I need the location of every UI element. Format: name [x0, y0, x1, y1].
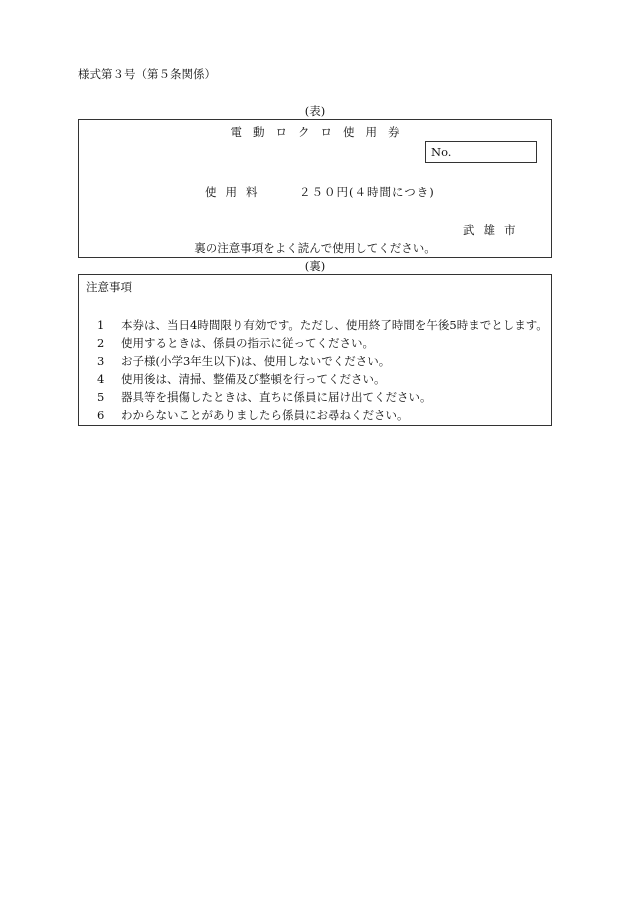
serial-number-box [425, 141, 537, 163]
ticket-back [78, 274, 552, 426]
note-item [97, 388, 548, 406]
serial-number-label: No. [431, 145, 452, 159]
note-text: 器具等を損傷したときは、直ちに係員に届け出てください。 [121, 390, 432, 404]
note-text: 本券は、当日4時間限り有効です。ただし、使用終了時間を午後5時までとします。 [121, 318, 548, 332]
note-item [97, 352, 548, 370]
note-item [97, 406, 548, 424]
note-number: 3 [97, 354, 105, 368]
notes-heading: 注意事項 [86, 280, 132, 294]
note-text: お子様(小学3年生以下)は、使用しないでください。 [121, 354, 391, 368]
ticket-title: 電動ロクロ使用券 [230, 125, 411, 139]
note-item [97, 316, 548, 334]
note-number: 1 [97, 318, 105, 332]
fee-value: ２５０円(４時間につき) [299, 185, 435, 199]
note-text: 使用後は、清掃、整備及び整頓を行ってください。 [121, 372, 386, 386]
note-number: 4 [97, 372, 105, 386]
note-text: 使用するときは、係員の指示に従ってください。 [121, 336, 374, 350]
issuer-name: 武雄市 [463, 223, 525, 237]
front-note: 裏の注意事項をよく読んで使用してください。 [194, 241, 436, 255]
note-text: わからないことがありましたら係員にお尋ねください。 [121, 408, 409, 422]
notes-list [97, 316, 548, 424]
front-side-label: (表) [304, 104, 326, 118]
note-number: 2 [97, 336, 105, 350]
note-item [97, 334, 548, 352]
note-number: 6 [97, 408, 105, 422]
note-item [97, 370, 548, 388]
form-number: 様式第３号（第５条関係） [78, 67, 216, 81]
fee-label: 使用料 [205, 185, 267, 199]
ticket-front [78, 119, 552, 258]
note-number: 5 [97, 390, 105, 404]
back-side-label: (裏) [304, 259, 326, 273]
